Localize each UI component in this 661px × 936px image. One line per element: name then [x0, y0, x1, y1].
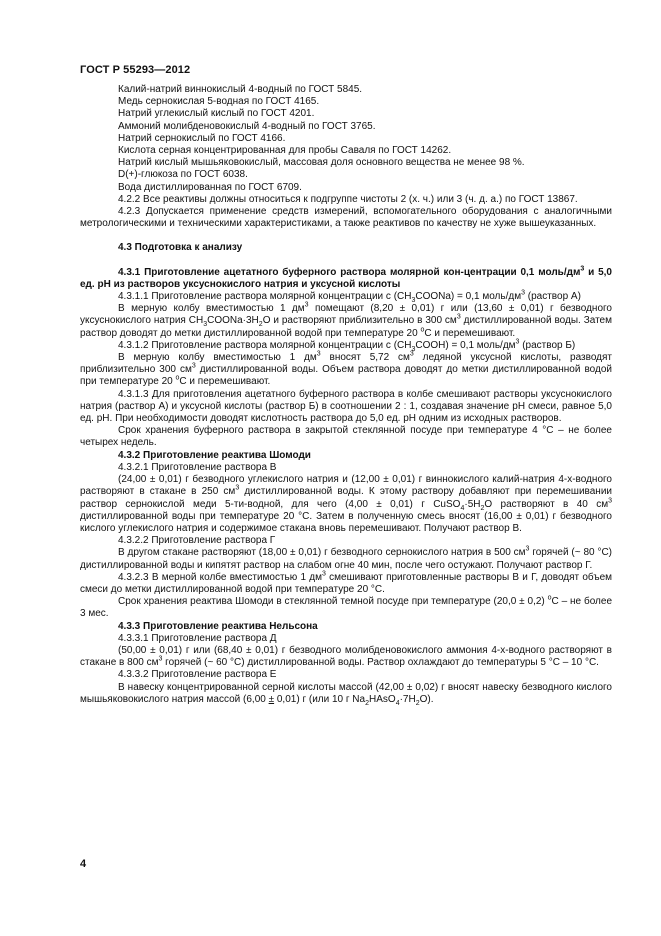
clause-4-3-3-1-body: (50,00 ± 0,01) г или (68,40 ± 0,01) г безводного молибденовокислого аммония 4-х-водного растворяют в стакане в 800 $см^3$ горячей (~ 60 °С) дистиллированной воды. Раствор охлаждают до температуры 5 °С – 10 °С.	[80, 644, 612, 669]
reagent-line: Натрий кислый мышьяковокислый, массовая доля основного вещества не менее 98 %.	[118, 157, 525, 169]
clause-4-2-2: 4.2.2 Все реактивы должны относиться к подгруппе чистоты 2 (х. ч.) или 3 (ч. д. а.) по ГОСТ 13867.	[118, 193, 578, 205]
heading-4-3-1: 4.3.1 Приготовление ацетатного буферного раствора молярной кон-центрации 0,1 моль/$дм^3$ и 5,0 ед. рН из растворов уксуснокислого натрия и уксусной кислоты	[80, 265, 612, 290]
heading-4-3-3-1: 4.3.3.1 Приготовление раствора Д	[118, 632, 277, 644]
reagent-line: Калий-натрий виннокислый 4-водный по ГОСТ 5845.	[118, 84, 363, 95]
clause-4-3-2-3: 4.3.2.3 В мерной колбе вместимостью 1 $дм^3$ смешивают приготовленные растворы В и Г, доводят объем смеси до метки дистиллированной водой при температуре 20 °С.	[80, 570, 613, 595]
storage-note-buffer: Срок хранения буферного раствора в закрытой стеклянной посуде при температуре 4 °С – не более четырех недель.	[80, 425, 612, 449]
reagent-line: Кислота серная концентрированная для пробы Саваля по ГОСТ 14262.	[118, 145, 452, 157]
clause-4-3-3-2-body: В навеску концентрированной серной кислоты массой (42,00 ± 0,02) г вносят навеску безводного кислого мышьяковокислого натрия массой (6,00 ± 0,01) г (или 10 г $Na_2HAsO_4\cdot 7H_2O$).	[80, 681, 612, 707]
clause-4-2-3: 4.2.3 Допускается применение средств измерений, вспомогательного оборудования с аналогичными метрологическими и техническими характеристиками, а также реактивов по качеству не хуже вышеуказанных.	[80, 206, 612, 230]
clause-4-3-1-3: 4.3.1.3 Для приготовления ацетатного буферного раствора в колбе смешивают растворы уксуснокислого натрия (раствор А) и уксусной кислоты (раствор Б) в соотношении 2 : 1, создавая значение рН смеси, равное 5,0 ед. рН. При необходимости доводят кислотность раствора до 5,0 ед. рН одним из исходных растворов.	[80, 388, 612, 425]
heading-4-3-2: 4.3.2 Приготовление реактива Шомоди	[118, 449, 311, 461]
reagent-line: Вода дистиллированная по ГОСТ 6709.	[118, 181, 302, 193]
reagent-line: D(+)-глюкоза по ГОСТ 6038.	[118, 169, 248, 181]
section-heading-4-3: 4.3 Подготовка к анализу	[118, 242, 243, 254]
clause-4-3-1-2: 4.3.1.2 Приготовление раствора молярной концентрации с $(CH_3COOH) = 0,1$ моль/$дм^3$ (раствор Б)	[118, 338, 576, 353]
reagent-line: Натрий углекислый кислый по ГОСТ 4201.	[118, 108, 315, 120]
clause-4-3-2-1-body: (24,00 ± 0,01) г безводного углекислого натрия и (12,00 ± 0,01) г виннокислого калий-натрия 4-х-водного растворяют в стакане в 250 $см^3$ дистиллированной воды. К этому раствору добавляют при перемешивании раствор сернокислой меди 5-ти-водной, для чего (4,00 ± 0,01) г $CuSO_4\cdot 5H_2O$ растворяют в 40 $см^3$ дистиллированной воды при температуре 20 °С. Затем в полученную смесь вносят (16,00 ± 0,01) г безводного кислого углекислого натрия и содержимое стакана вновь перемешивают. Получают раствор В.	[80, 474, 612, 534]
clause-4-3-1-1: 4.3.1.1 Приготовление раствора молярной концентрации с $(CH_3COONa) = 0,1$ моль/$дм^3$ (раствор А)	[118, 289, 581, 305]
page-header: ГОСТ Р 55293—2012	[80, 64, 191, 76]
heading-4-3-3: 4.3.3 Приготовление реактива Нельсона	[118, 620, 318, 632]
heading-4-3-2-1: 4.3.2.1 Приготовление раствора В	[118, 461, 277, 473]
heading-4-3-3-2: 4.3.3.2 Приготовление раствора Е	[118, 669, 277, 681]
storage-note-somogyi: Срок хранения реактива Шомоди в стеклянной темной посуде при температуре (20,0 ± 0,2) $^о$С – не более 3 меc.	[80, 594, 613, 620]
reagent-line: Натрий сернокислый по ГОСТ 4166.	[118, 132, 286, 144]
page-content	[80, 84, 612, 706]
reagent-line: Аммоний молибденовокислый 4-водный по ГОСТ 3765.	[118, 120, 376, 132]
clause-4-3-1-2-body: В мерную колбу вместимостью 1 $дм^3$ вносят 5,72 $см^3$ ледяной уксусной кислоты, разводят приблизительно 300 $см^3$ дистиллированной воды. Объем раствора доводят до метки дистиллированной водой при температуре 20 $^о$С и перемешивают.	[80, 350, 612, 388]
clause-4-3-2-2-body: В другом стакане растворяют (18,00 ± 0,01) г безводного сернокислого натрия в 500 $см^3$ горячей (~ 80 °С) дистиллированной воды и кипятят раствор на слабом огне 40 мин, после чего остужают. Получают раствор Г.	[80, 545, 613, 571]
page-number: 4	[80, 858, 87, 870]
reagent-line: Медь сернокислая 5-водная по ГОСТ 4165.	[118, 96, 320, 108]
clause-4-3-1-1-body: В мерную колбу вместимостью 1 $дм^3$ помещают (8,20 ± 0,01) г или (13,60 ± 0,01) г безводного уксуснокислого натрия $CH_3COONa\cdot 3H_2O$ и растворяют приблизительно в 300 $см^3$ дистиллированной воды. Затем раствор доводят до метки дистиллированной водой при температуре 20 $^о$С и перемешивают.	[80, 301, 612, 339]
heading-4-3-2-2: 4.3.2.2 Приготовление раствора Г	[118, 535, 276, 547]
